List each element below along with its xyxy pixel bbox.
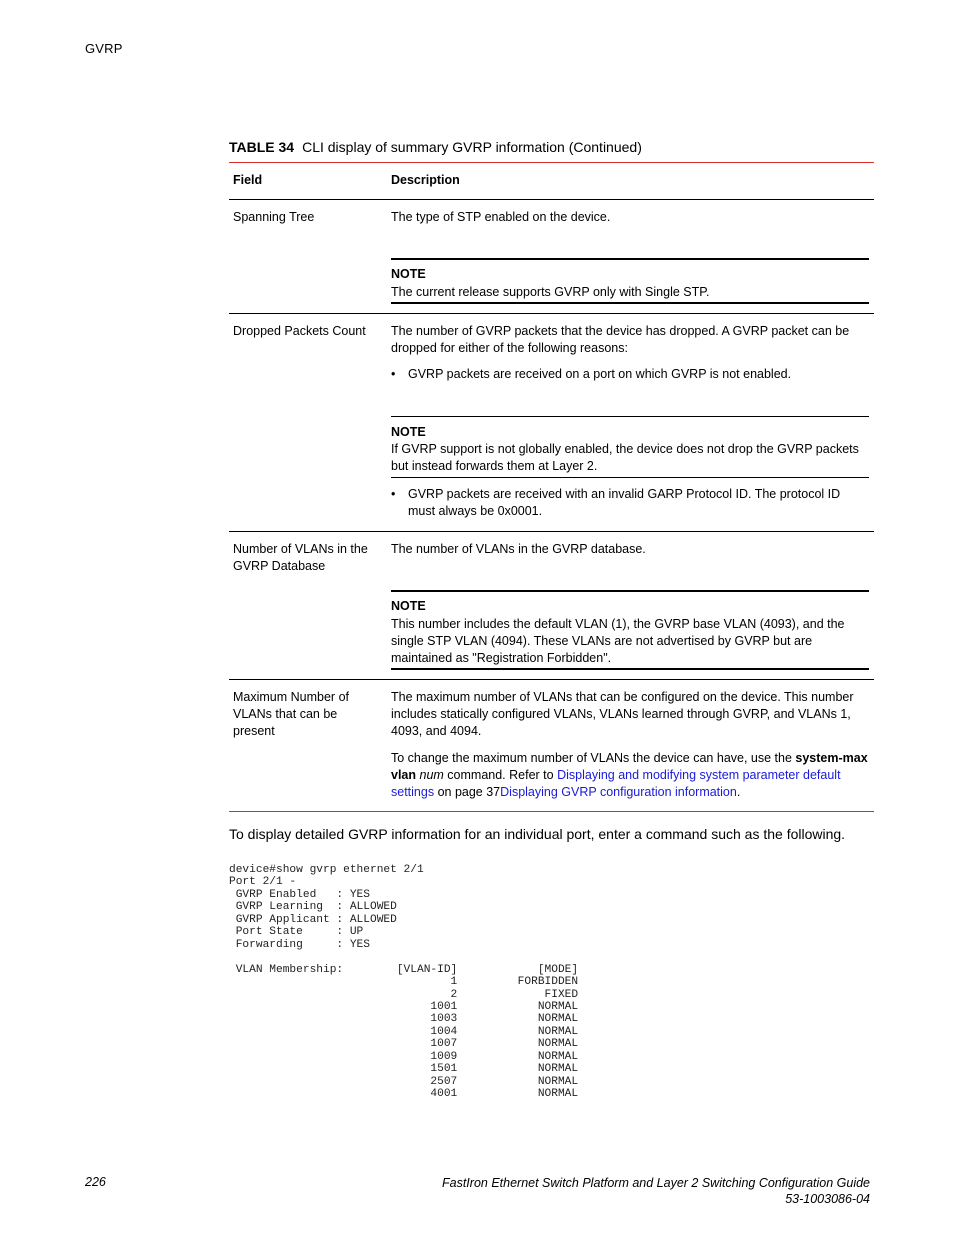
note-label: NOTE	[391, 599, 426, 613]
note-line: maintained as "Registration Forbidden".	[391, 651, 612, 665]
row-rule	[229, 531, 874, 532]
note-bottom-rule	[391, 302, 869, 304]
bullet-text: GVRP packets are received on a port on which GVRP is not enabled.	[408, 367, 792, 381]
footer-doc-info	[442, 1175, 870, 1207]
note-line: This number includes the default VLAN (1), the GVRP base VLAN (4093), and the	[391, 617, 845, 631]
field-line: GVRP Database	[233, 559, 326, 573]
command-keyword: vlan	[391, 768, 417, 782]
description-line: includes statically configured VLANs, VLANs learned through GVRP, and VLANs 1,	[391, 707, 851, 721]
table-label: TABLE 34	[229, 139, 295, 155]
description-paragraph: To change the maximum number of VLANs the device can have, use the system-max vlan num command. Refer to Displaying and modifying system parameter default settings on page 37Displaying GVRP configuration information.	[391, 751, 868, 799]
note-label: NOTE	[391, 267, 426, 281]
description-line: 4093, and 4094.	[391, 724, 482, 738]
note-line: but instead forwards them at Layer 2.	[391, 459, 598, 473]
note-line: single STP VLAN (4094). These VLANs are not advertised by GVRP but are	[391, 634, 813, 648]
field-cell: Dropped Packets Count	[233, 324, 366, 338]
link-system-parameter-defaults[interactable]: Displaying and modifying system parameter default settings	[391, 768, 841, 799]
note-bottom-rule	[391, 477, 869, 478]
field-line: present	[233, 724, 275, 738]
table-top-rule	[229, 162, 874, 163]
description-line: The number of GVRP packets that the device has dropped. A GVRP packet can be	[391, 324, 850, 338]
note-top-rule	[391, 416, 869, 417]
note-bottom-rule	[391, 668, 869, 670]
intro-paragraph: To display detailed GVRP information for an individual port, enter a command such as the following.	[229, 826, 846, 842]
row-rule	[229, 679, 874, 680]
footer-doc-id: 53-1003086-04	[785, 1192, 870, 1206]
note-top-rule	[391, 258, 869, 260]
column-header-field: Field	[233, 173, 263, 187]
field-line: Number of VLANs in the	[233, 542, 368, 556]
note-label: NOTE	[391, 425, 426, 439]
description-cell: The number of VLANs in the GVRP database.	[391, 542, 646, 556]
page-number: 226	[85, 1175, 106, 1189]
table-caption	[229, 139, 642, 155]
note-top-rule	[391, 590, 869, 592]
footer-title: FastIron Ethernet Switch Platform and Layer 2 Switching Configuration Guide	[442, 1176, 870, 1190]
description-line: dropped for either of the following reasons:	[391, 341, 628, 355]
field-cell: Spanning Tree	[233, 210, 315, 224]
note-line: If GVRP support is not globally enabled, the device does not drop the GVRP packets	[391, 442, 859, 456]
field-line: Maximum Number of	[233, 690, 349, 704]
bullet-text: GVRP packets are received with an invalid GARP Protocol ID. The protocol ID	[408, 487, 841, 501]
bullet-text: must always be 0x0001.	[408, 504, 543, 518]
column-header-description: Description	[391, 173, 460, 187]
note-text: The current release supports GVRP only with Single STP.	[391, 285, 710, 299]
table-bottom-rule	[229, 811, 874, 812]
table-title: CLI display of summary GVRP information (Continued)	[302, 139, 642, 155]
header-rule	[229, 199, 874, 200]
command-argument: num	[419, 768, 444, 782]
cli-output: device#show gvrp ethernet 2/1 Port 2/1 - GVRP Enabled : YES GVRP Learning : ALLOWED GVRP Applicant : ALLOWED Port State : UP Forwarding : YES VLAN Membership: [VLAN-ID] [MODE] 1 FORBIDDEN 2 FIXED 1001 NORMAL 1003 NORMAL 1004 NORMAL 1007 NORMAL 1009 NORMAL 1501 NORMAL 2507 NORMAL 4001 NORMAL	[229, 864, 579, 1101]
row-rule	[229, 313, 874, 314]
description-line: The maximum number of VLANs that can be configured on the device. This number	[391, 690, 854, 704]
description-cell: The type of STP enabled on the device.	[391, 210, 611, 224]
field-line: VLANs that can be	[233, 707, 338, 721]
section-header: GVRP	[85, 41, 123, 56]
command-keyword: system-max	[795, 751, 868, 765]
link-gvrp-configuration-info[interactable]: Displaying GVRP configuration information	[500, 785, 737, 799]
